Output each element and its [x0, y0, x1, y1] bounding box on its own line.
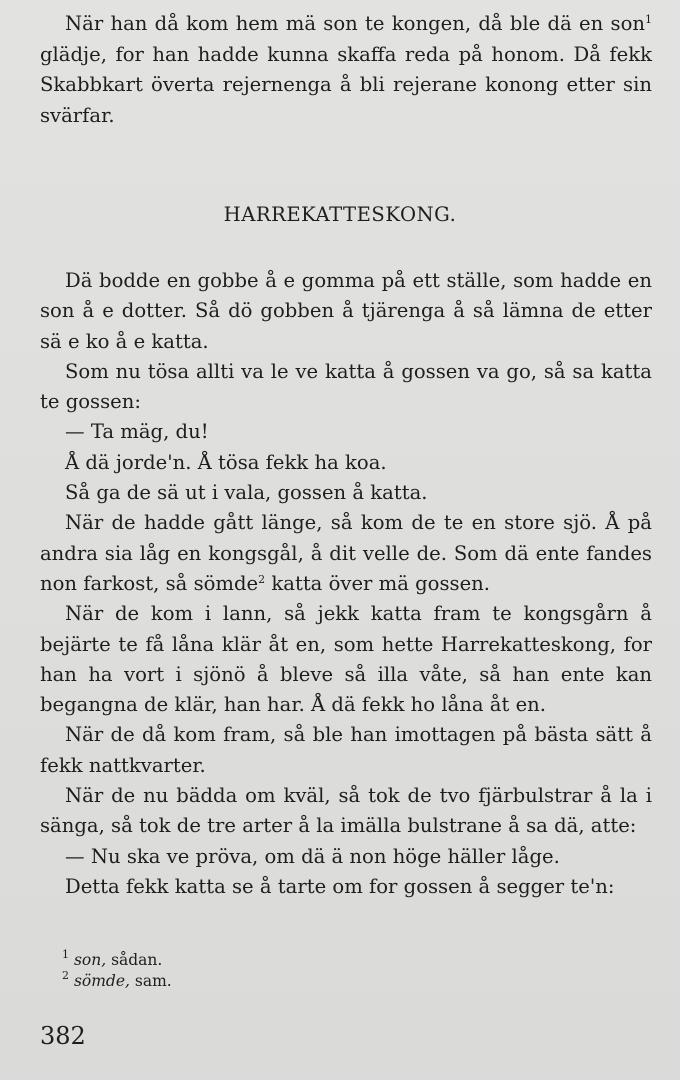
paragraph: När de då kom fram, så ble han imottagen på bästa sätt å fekk nattkvarter. — [40, 723, 652, 777]
paragraph: När de nu bädda om kväl, så tok de tvo fjärbulstrar å la i sänga, så tok de tre arter å la imälla bulstrane å sa dä, atte: — [40, 784, 652, 838]
paragraph: Som nu tösa allti va le ve katta å gossen va go, så sa katta te gossen: — [40, 359, 652, 414]
page-number: 382 — [40, 1022, 86, 1050]
paragraph: När han då kom hem mä son te kongen, då ble dä en son$^1$ glädje, for han hadde kunna skaffa reda på honom. Då fekk Skabbkart överta rejernenga å bli rejerane konong etter sin svärfar. — [40, 12, 652, 127]
paragraph: När de kom i lann, så jekk katta fram te kongsgårn å bejärte te få låna klär åt en, som hette Harrekatteskong, for han ha vort i sjönö å bleve så illa våte, så han ente kan begangna de klär, han har. Å dä fekk ho låna åt en. — [40, 602, 652, 717]
footnote: $^2$ sömde, sam. — [62, 969, 172, 990]
story-text-block — [40, 266, 652, 902]
paragraph: Dä bodde en gobbe å e gomma på ett ställe, som hadde en son å e dotter. Så dö gobben å tjärenga å så lämna de etter sä e ko å e katta. — [40, 269, 652, 353]
dialogue-line: — Ta mäg, du! — [65, 420, 209, 444]
story-title: HARREKATTESKONG. — [223, 203, 457, 226]
paragraph: Detta fekk katta se å tarte om for gossen å segger te'n: — [65, 874, 615, 898]
dialogue-line: — Nu ska ve pröva, om dä ä non höge häller låge. — [65, 844, 560, 868]
footnote: $^1$ son, sådan. — [62, 948, 163, 969]
opening-text-block — [40, 9, 652, 131]
paragraph: Å dä jorde'n. Å tösa fekk ha koa. — [65, 450, 387, 474]
paragraph: När de hadde gått länge, så kom de te en store sjö. Å på andra sia låg en kongsgål, å dit velle de. Som dä ente fandes non farkost, så sömde$^2$ katta över mä gossen. — [40, 511, 652, 595]
footnote-ref-2: 2 — [258, 572, 266, 586]
footnote-ref-1: 1 — [645, 13, 652, 26]
footnotes — [62, 950, 172, 992]
paragraph: Så ga de sä ut i vala, gossen å katta. — [65, 481, 428, 505]
